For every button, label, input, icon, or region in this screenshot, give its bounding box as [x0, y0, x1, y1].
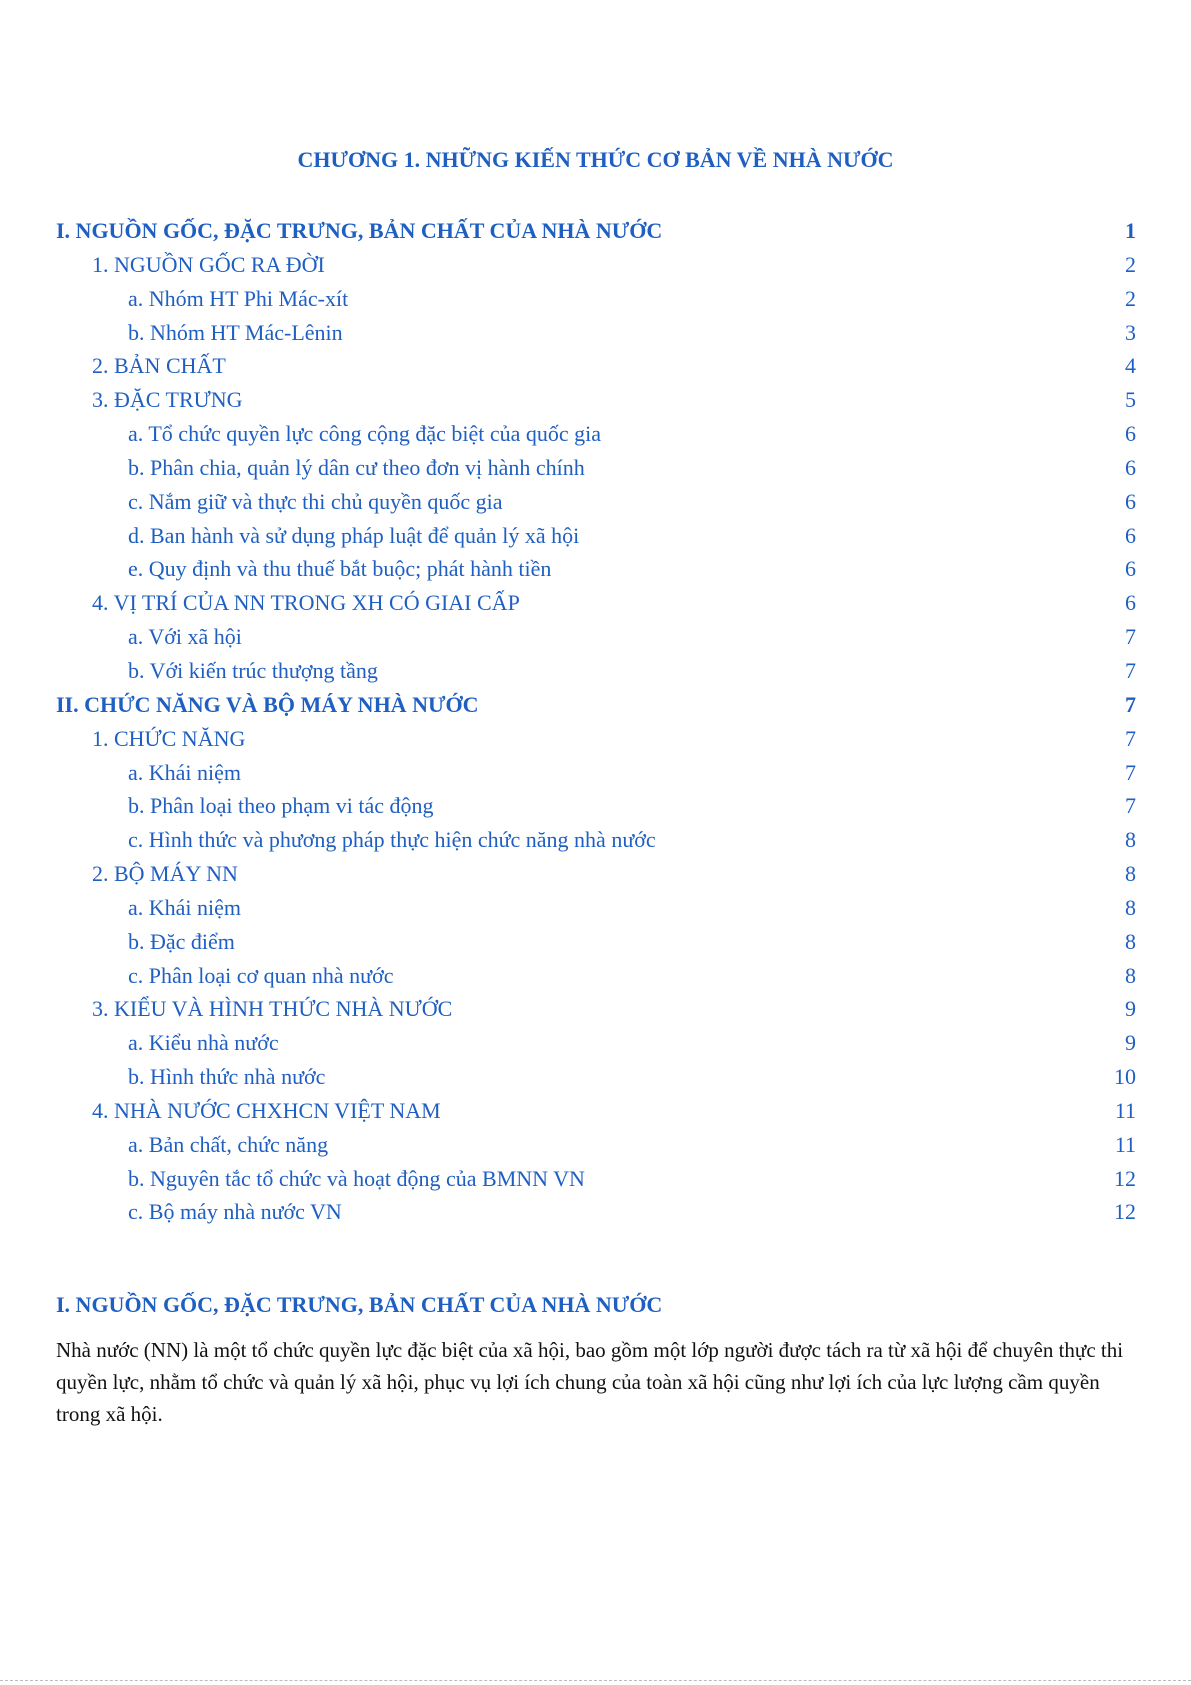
toc-entry-title[interactable]: 3. KIỂU VÀ HÌNH THỨC NHÀ NƯỚC [92, 996, 453, 1022]
toc-entry-title[interactable]: 1. CHỨC NĂNG [92, 725, 246, 751]
toc-entry-title[interactable]: d. Ban hành và sử dụng pháp luật để quản lý xã hội [128, 522, 580, 548]
toc-entry-page-number[interactable]: 9 [1125, 1030, 1136, 1056]
toc-entry[interactable] [56, 282, 1136, 316]
toc-entry-page-number[interactable]: 6 [1125, 488, 1136, 514]
toc-entry-page-number[interactable]: 9 [1125, 996, 1136, 1022]
toc-entry-page-number[interactable]: 3 [1125, 319, 1136, 345]
toc-entry-title[interactable]: 3. ĐẶC TRƯNG [92, 387, 243, 413]
toc-entry-page-number[interactable]: 7 [1125, 691, 1136, 717]
toc-entry-title[interactable]: 4. VỊ TRÍ CỦA NN TRONG XH CÓ GIAI CẤP [92, 590, 520, 616]
toc-entry-page-number[interactable]: 7 [1125, 725, 1136, 751]
section-heading: I. NGUỒN GỐC, ĐẶC TRƯNG, BẢN CHẤT CỦA NHÀ NƯỚC [56, 1292, 663, 1317]
toc-entry[interactable] [56, 248, 1136, 282]
toc-entry[interactable] [56, 1060, 1136, 1094]
toc-entry-page-number[interactable]: 6 [1125, 590, 1136, 616]
toc-entry-page-number[interactable]: 7 [1125, 759, 1136, 785]
toc-entry-page-number[interactable]: 4 [1125, 353, 1136, 379]
toc-entry[interactable] [56, 417, 1136, 451]
toc-entry[interactable] [56, 891, 1136, 925]
toc-entry-page-number[interactable]: 11 [1114, 1131, 1136, 1157]
toc-entry[interactable] [56, 1094, 1136, 1128]
body-paragraph: Nhà nước (NN) là một tổ chức quyền lực đặc biệt của xã hội, bao gồm một lớp người được tách ra từ xã hội để chuyên thực thi quyền lực, nhằm tổ chức và quản lý xã hội, phục vụ lợi ích chung của toàn xã hội cũng như lợi ích của lực lượng cầm quyền trong xã hội. [56, 1338, 1124, 1426]
toc-entry-page-number[interactable]: 12 [1114, 1199, 1136, 1225]
toc-entry[interactable] [56, 586, 1136, 620]
page-bottom-divider [0, 1680, 1191, 1683]
toc-entry-page-number[interactable]: 7 [1125, 624, 1136, 650]
toc-entry[interactable] [56, 485, 1136, 519]
toc-entry[interactable] [56, 722, 1136, 756]
toc-entry-title[interactable]: a. Khái niệm [128, 894, 242, 920]
toc-entry[interactable] [56, 552, 1136, 586]
toc-entry-page-number[interactable]: 12 [1114, 1165, 1136, 1191]
toc-entry-title[interactable]: 1. NGUỒN GỐC RA ĐỜI [92, 251, 325, 277]
toc-entry-page-number[interactable]: 8 [1125, 861, 1136, 887]
toc-entry[interactable] [56, 214, 1136, 248]
toc-entry[interactable] [56, 688, 1136, 722]
toc-entry[interactable] [56, 654, 1136, 688]
toc-entry-page-number[interactable]: 2 [1125, 251, 1136, 277]
toc-entry-title[interactable]: c. Hình thức và phương pháp thực hiện chức năng nhà nước [128, 827, 656, 853]
toc-entry-title[interactable]: c. Nắm giữ và thực thi chủ quyền quốc gia [128, 488, 503, 514]
toc-entry-title[interactable]: b. Hình thức nhà nước [128, 1064, 326, 1090]
toc-entry[interactable] [56, 823, 1136, 857]
toc-entry[interactable] [56, 1195, 1136, 1229]
table-of-contents [56, 214, 1136, 1229]
toc-entry-page-number[interactable]: 6 [1125, 556, 1136, 582]
toc-entry-page-number[interactable]: 8 [1125, 894, 1136, 920]
toc-entry-page-number[interactable]: 1 [1125, 218, 1136, 243]
toc-entry[interactable] [56, 1162, 1136, 1196]
toc-entry-page-number[interactable]: 6 [1125, 421, 1136, 447]
toc-entry[interactable] [56, 451, 1136, 485]
toc-entry[interactable] [56, 1026, 1136, 1060]
toc-entry-title[interactable]: b. Nhóm HT Mác-Lênin [128, 319, 343, 345]
toc-entry-page-number[interactable]: 7 [1125, 657, 1136, 683]
toc-entry-title[interactable]: e. Quy định và thu thuế bắt buộc; phát hành tiền [128, 556, 552, 582]
toc-entry-page-number[interactable]: 6 [1125, 454, 1136, 480]
toc-entry-page-number[interactable]: 5 [1125, 387, 1136, 413]
toc-entry-title[interactable]: b. Phân chia, quản lý dân cư theo đơn vị hành chính [128, 454, 585, 480]
toc-entry-title[interactable]: a. Khái niệm [128, 759, 242, 785]
toc-entry[interactable] [56, 857, 1136, 891]
chapter-title: CHƯƠNG 1. NHỮNG KIẾN THỨC CƠ BẢN VỀ NHÀ NƯỚC [297, 147, 894, 172]
toc-entry-title[interactable]: b. Phân loại theo phạm vi tác động [128, 793, 434, 819]
toc-entry-title[interactable]: b. Với kiến trúc thượng tầng [128, 657, 378, 683]
toc-entry-title[interactable]: 2. BẢN CHẤT [92, 353, 226, 379]
toc-entry[interactable] [56, 316, 1136, 350]
toc-entry-title[interactable]: c. Phân loại cơ quan nhà nước [128, 962, 394, 988]
toc-entry-title[interactable]: II. CHỨC NĂNG VÀ BỘ MÁY NHÀ NƯỚC [56, 691, 479, 717]
toc-entry[interactable] [56, 959, 1136, 993]
toc-entry[interactable] [56, 620, 1136, 654]
toc-entry[interactable] [56, 925, 1136, 959]
toc-entry[interactable] [56, 519, 1136, 553]
toc-entry-title[interactable]: a. Bản chất, chức năng [128, 1131, 329, 1157]
toc-entry-title[interactable]: c. Bộ máy nhà nước VN [128, 1199, 342, 1225]
toc-entry-page-number[interactable]: 10 [1114, 1064, 1136, 1090]
toc-entry-title[interactable]: 4. NHÀ NƯỚC CHXHCN VIỆT NAM [92, 1097, 441, 1123]
toc-entry[interactable] [56, 1128, 1136, 1162]
toc-entry-page-number[interactable]: 8 [1125, 928, 1136, 954]
toc-entry[interactable] [56, 349, 1136, 383]
toc-entry[interactable] [56, 992, 1136, 1026]
toc-entry-title[interactable]: a. Kiểu nhà nước [128, 1030, 279, 1056]
toc-entry[interactable] [56, 383, 1136, 417]
toc-entry-page-number[interactable]: 8 [1125, 962, 1136, 988]
toc-entry-title[interactable]: a. Nhóm HT Phi Mác-xít [128, 285, 349, 311]
toc-entry-title[interactable]: a. Với xã hội [128, 624, 242, 650]
toc-entry-page-number[interactable]: 7 [1125, 793, 1136, 819]
toc-entry-title[interactable]: 2. BỘ MÁY NN [92, 861, 238, 887]
toc-entry-page-number[interactable]: 2 [1125, 285, 1136, 311]
toc-entry[interactable] [56, 756, 1136, 790]
toc-entry-title[interactable]: b. Nguyên tắc tổ chức và hoạt động của BMNN VN [128, 1165, 585, 1191]
toc-entry-page-number[interactable]: 11 [1114, 1097, 1136, 1123]
toc-entry-title[interactable]: b. Đặc điểm [128, 928, 235, 954]
toc-entry-page-number[interactable]: 6 [1125, 522, 1136, 548]
toc-entry[interactable] [56, 789, 1136, 823]
toc-entry-page-number[interactable]: 8 [1125, 827, 1136, 853]
toc-entry-title[interactable]: I. NGUỒN GỐC, ĐẶC TRƯNG, BẢN CHẤT CỦA NHÀ NƯỚC [56, 218, 663, 243]
toc-entry-title[interactable]: a. Tổ chức quyền lực công cộng đặc biệt của quốc gia [128, 421, 602, 447]
